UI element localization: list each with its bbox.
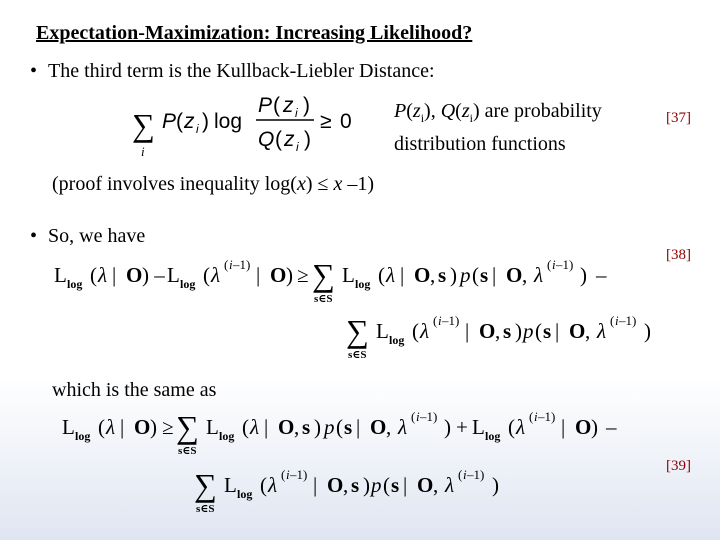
svg-text:): ) (202, 110, 209, 133)
svg-text:i: i (463, 467, 467, 482)
svg-text:λ: λ (268, 473, 278, 497)
svg-text:,: , (294, 415, 300, 439)
svg-text:(: ( (176, 110, 183, 133)
svg-text:|: | (465, 319, 470, 343)
svg-text:): ) (286, 263, 293, 287)
svg-text:log: log (180, 277, 196, 291)
bullet-so-we-have (30, 225, 145, 248)
svg-text:): ) (492, 473, 499, 497)
svg-text:–1): –1) (290, 467, 308, 482)
proof-note: (proof involves inequality log(x) ≤ x –1) (52, 173, 375, 195)
svg-text:–1): –1) (233, 257, 251, 272)
svg-text:(: ( (472, 263, 479, 287)
svg-text:∑: ∑ (346, 313, 369, 349)
svg-text:(: ( (547, 257, 552, 272)
svg-text:–1): –1) (420, 409, 438, 424)
svg-text:O: O (479, 319, 496, 343)
svg-text:i: i (534, 409, 538, 424)
svg-text:|: | (492, 263, 497, 287)
svg-text:log: log (67, 277, 83, 291)
svg-text:(: ( (411, 409, 416, 424)
slide-title: Expectation-Maximization: Increasing Likelihood? (36, 22, 473, 44)
svg-text:log: log (485, 429, 501, 443)
ref-37: [37] (666, 110, 691, 126)
svg-text:(: ( (458, 467, 463, 482)
svg-text:L: L (472, 415, 485, 439)
ref-38: [38] (666, 247, 691, 263)
svg-text:s: s (438, 263, 447, 287)
svg-text:,: , (433, 473, 439, 497)
svg-text:0: 0 (340, 110, 352, 133)
equation-38 (50, 250, 660, 372)
svg-text:–: – (606, 415, 617, 439)
svg-text:): ) (303, 94, 310, 117)
svg-text:p: p (460, 263, 471, 287)
svg-text:O: O (126, 263, 143, 287)
svg-text:i: i (141, 144, 145, 159)
svg-text:λ: λ (211, 263, 221, 287)
svg-text:p: p (324, 415, 335, 439)
svg-text:O: O (327, 473, 344, 497)
svg-text:–1): –1) (442, 313, 460, 328)
svg-text:O: O (270, 263, 287, 287)
svg-text:z: z (184, 110, 195, 133)
svg-text:s: s (480, 263, 489, 287)
probability-note-line1: $P(z_i)$, $Q(z_i)$ are probability (394, 100, 602, 125)
svg-text:i: i (196, 122, 199, 136)
svg-text:): ) (515, 319, 522, 343)
equation-39 (58, 404, 668, 528)
svg-text:): ) (591, 415, 598, 439)
svg-text:|: | (313, 473, 318, 497)
svg-text:i: i (438, 313, 442, 328)
svg-text:λ: λ (534, 263, 544, 287)
svg-text:): ) (150, 415, 157, 439)
svg-text:(: ( (383, 473, 390, 497)
svg-text:): ) (450, 263, 457, 287)
svg-text:s∈S: s∈S (314, 293, 333, 305)
svg-text:,: , (522, 263, 528, 287)
svg-text:(: ( (281, 467, 286, 482)
svg-text:log: log (237, 487, 253, 501)
svg-text:log: log (389, 333, 405, 347)
svg-text:|: | (561, 415, 566, 439)
svg-text:|: | (264, 415, 269, 439)
svg-text:–1): –1) (467, 467, 485, 482)
svg-text:∑: ∑ (176, 409, 199, 445)
svg-text:s: s (344, 415, 353, 439)
svg-text:log: log (75, 429, 91, 443)
svg-text:): ) (363, 473, 370, 497)
svg-text:(: ( (378, 263, 385, 287)
svg-text:i: i (416, 409, 420, 424)
svg-text:,: , (343, 473, 349, 497)
svg-text:∑: ∑ (194, 467, 217, 503)
svg-text:s: s (351, 473, 360, 497)
svg-text:log: log (214, 110, 243, 133)
svg-text:λ: λ (98, 263, 108, 287)
bullet-kl-distance (30, 60, 435, 83)
svg-text:s: s (543, 319, 552, 343)
svg-text:λ: λ (516, 415, 526, 439)
svg-text:): ) (304, 128, 311, 151)
svg-text:–1): –1) (556, 257, 574, 272)
svg-text:L: L (167, 263, 180, 287)
svg-text:O: O (569, 319, 586, 343)
svg-text:,: , (386, 415, 392, 439)
svg-text:≥: ≥ (320, 110, 332, 133)
svg-text:P: P (162, 110, 177, 133)
svg-text:(: ( (98, 415, 105, 439)
svg-text:–1): –1) (538, 409, 556, 424)
svg-text:O: O (134, 415, 151, 439)
svg-text:(: ( (275, 128, 282, 151)
svg-text:λ: λ (386, 263, 396, 287)
svg-text:log: log (355, 277, 371, 291)
svg-text:i: i (286, 467, 290, 482)
svg-text:i: i (615, 313, 619, 328)
svg-text:P: P (258, 94, 273, 117)
probability-note (394, 98, 602, 157)
svg-text:|: | (356, 415, 361, 439)
svg-text:): ) (444, 415, 451, 439)
bullet-icon: • (30, 60, 38, 82)
svg-text:): ) (644, 319, 651, 343)
svg-text:(: ( (412, 319, 419, 343)
svg-text:O: O (417, 473, 434, 497)
svg-text:|: | (403, 473, 408, 497)
svg-text:,: , (585, 319, 591, 343)
svg-text:s: s (302, 415, 311, 439)
svg-text:L: L (206, 415, 219, 439)
svg-text:O: O (370, 415, 387, 439)
svg-text:(: ( (273, 94, 280, 117)
bullet-kl-text: The third term is the Kullback-Liebler Distance: (48, 60, 435, 82)
svg-text:(: ( (610, 313, 615, 328)
svg-text:log: log (219, 429, 235, 443)
svg-text:|: | (112, 263, 117, 287)
svg-text:L: L (342, 263, 355, 287)
svg-text:∑: ∑ (132, 107, 155, 143)
probability-note-line2: distribution functions (394, 133, 566, 155)
svg-text:L: L (224, 473, 237, 497)
same-as-text: which is the same as (52, 379, 217, 401)
ref-39: [39] (666, 458, 691, 474)
svg-text:(: ( (433, 313, 438, 328)
svg-text:): ) (314, 415, 321, 439)
svg-text:O: O (278, 415, 295, 439)
svg-text:λ: λ (250, 415, 260, 439)
svg-text:λ: λ (420, 319, 430, 343)
svg-text:i: i (552, 257, 556, 272)
svg-text:–1): –1) (619, 313, 637, 328)
svg-text:λ: λ (106, 415, 116, 439)
svg-text:λ: λ (597, 319, 607, 343)
svg-text:): ) (580, 263, 587, 287)
svg-text:p: p (523, 319, 534, 343)
svg-text:|: | (400, 263, 405, 287)
svg-text:s∈S: s∈S (348, 349, 367, 361)
svg-text:∑: ∑ (312, 257, 335, 293)
svg-text:(: ( (508, 415, 515, 439)
bullet-icon: • (30, 225, 38, 247)
svg-text:(: ( (90, 263, 97, 287)
svg-text:L: L (54, 263, 67, 287)
svg-text:(: ( (203, 263, 210, 287)
svg-text:–: – (596, 263, 607, 287)
svg-text:i: i (295, 106, 298, 120)
svg-text:p: p (371, 473, 382, 497)
svg-text:s: s (391, 473, 400, 497)
svg-text:+: + (456, 415, 468, 439)
svg-text:(: ( (336, 415, 343, 439)
svg-text:O: O (414, 263, 431, 287)
svg-text:|: | (256, 263, 261, 287)
svg-text:z: z (284, 128, 295, 151)
svg-text:(: ( (242, 415, 249, 439)
svg-text:i: i (296, 140, 299, 154)
svg-text:L: L (62, 415, 75, 439)
svg-text:(: ( (260, 473, 267, 497)
svg-text:(: ( (535, 319, 542, 343)
svg-text:O: O (506, 263, 523, 287)
svg-text:s: s (503, 319, 512, 343)
svg-text:z: z (283, 94, 294, 117)
svg-text:,: , (495, 319, 501, 343)
kl-equation (128, 92, 368, 160)
svg-text:λ: λ (445, 473, 455, 497)
svg-text:≥: ≥ (162, 415, 174, 439)
svg-text:L: L (376, 319, 389, 343)
svg-text:≥: ≥ (297, 263, 309, 287)
svg-text:O: O (575, 415, 592, 439)
svg-text:Q: Q (258, 128, 275, 151)
svg-text:,: , (430, 263, 436, 287)
svg-text:i: i (229, 257, 233, 272)
svg-text:) –: ) – (142, 263, 165, 287)
svg-text:λ: λ (398, 415, 408, 439)
svg-text:|: | (555, 319, 560, 343)
svg-text:s∈S: s∈S (196, 503, 215, 515)
svg-text:(: ( (224, 257, 229, 272)
svg-text:s∈S: s∈S (178, 445, 197, 457)
svg-text:(: ( (529, 409, 534, 424)
svg-text:|: | (120, 415, 125, 439)
bullet-so-text: So, we have (48, 225, 146, 247)
